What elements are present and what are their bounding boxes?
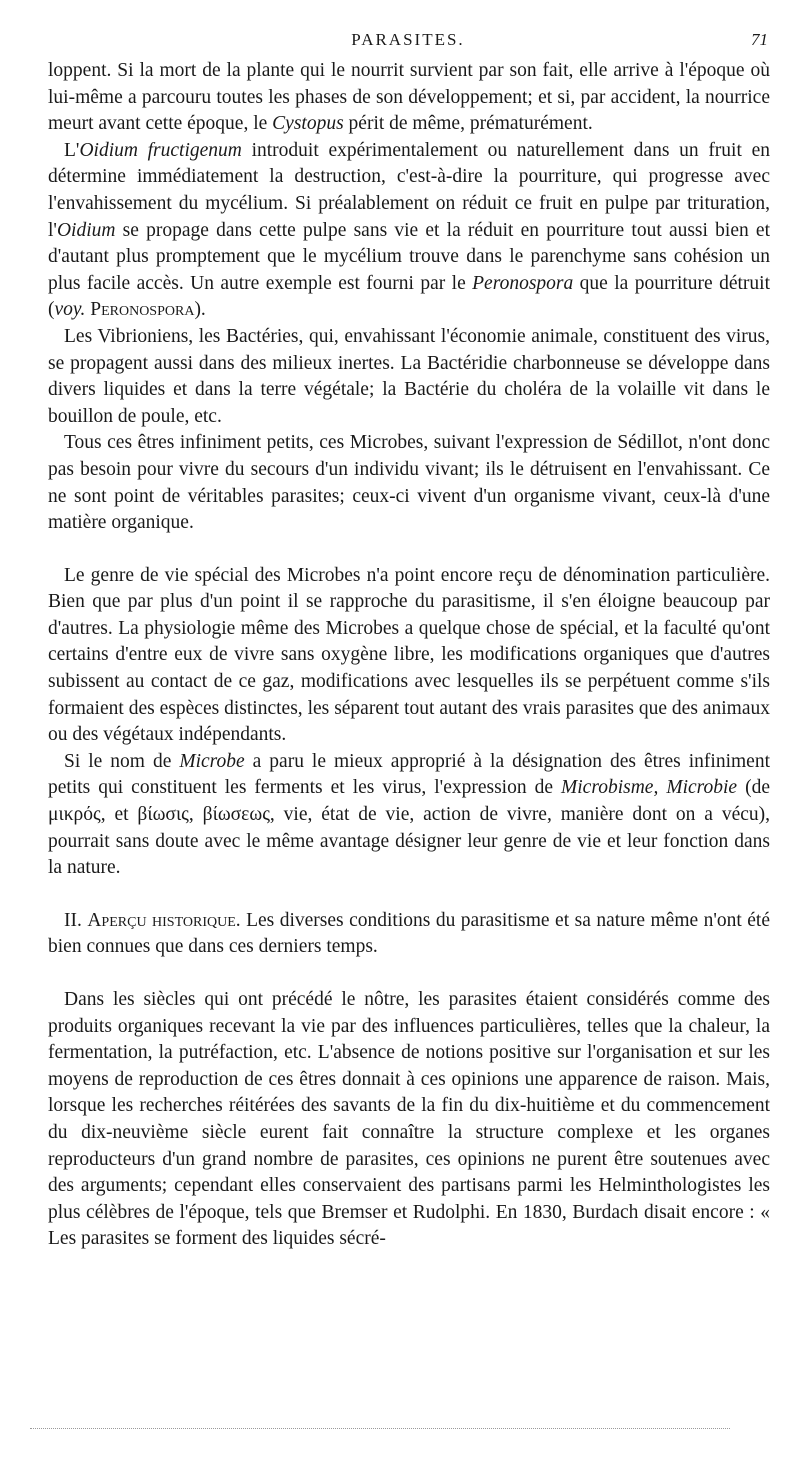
italic-term: Oidium fructigenum (79, 139, 242, 161)
italic-term: voy. (54, 299, 86, 321)
running-title: PARASITES. (351, 30, 465, 49)
text-run: que la pourriture détruit ( (48, 272, 770, 321)
text-run: Les diverses conditions du parasitisme et sa nature même n'ont été bien connues que dans ces derniers temps. (48, 909, 770, 958)
paragraph-siecles: Dans les siècles qui ont précédé le nôtre, les parasites étaient considérés comme des produits organiques recevant la vie par des influences particulières, telles que la chaleur, la fermentation, la putréfaction, etc. L'absence de notions positive sur l'organisation et sur les moyens de reproduction de ces êtres donnait à ces opinions une apparence de raison. Mais, lorsque les recherches réitérées des savants de la fin du dix-huitième et du commencement du dix-neuvième siècle eurent fait connaître la structure complexe et les organes reproducteurs d'un grand nombre de parasites, ces opinions ne purent être soutenues avec des arguments; cependant elles conservaient des partisans parmi les Helminthologistes les plus célèbres de l'époque, tels que Bremser et Rudolphi. En 1830, Burdach disait encore : « Les parasites se forment des liquides sécré- (48, 989, 770, 1250)
italic-term: Cystopus (272, 113, 344, 135)
paragraph-vibrioniens: Les Vibrioniens, les Bactéries, qui, envahissant l'économie animale, constituent des virus, se propagent aussi dans des milieux inertes. La Bactéridie charbonneuse se développe dans divers liquides et dans la terre végétale; la Bactérie du choléra de la volaille vit dans le bouillon de poule, etc. (48, 325, 770, 427)
text-run: se propage dans cette pulpe sans vie et la réduit en pourriture tout aussi bien et d'autant plus promptement que le mycélium trouve dans le parenchyme sans cohésion un plus facile accès. Un autre exemple est fourni par le (48, 219, 770, 294)
body-text (48, 58, 770, 1253)
text-run: L' (64, 139, 80, 161)
paragraph-oidium (48, 138, 770, 324)
paragraph-microbisme (48, 749, 770, 882)
paragraph-genre-de-vie: Le genre de vie spécial des Microbes n'a point encore reçu de dénomination particulière. Bien que par plus d'un point il se rapproche du parasitisme, il s'en éloigne beaucoup par d'autres. La physiologie même des Microbes a quelque chose de spécial, et la faculté qu'ont certains d'entre eux de vivre sans oxygène libre, les modifications organiques que d'autres subissent au contact de ce gaz, modifications avec lesquelles ils se perpétuent comme s'ils formaient des espèces distinctes, les séparent tout autant des vrais parasites que des animaux ou des végétaux indépendants. (48, 564, 770, 746)
italic-term: Oidium (56, 219, 116, 241)
italic-term: Peronospora (472, 272, 574, 294)
text-run: périt de même, prématurément. (343, 113, 593, 135)
cross-reference: Peronospora (85, 299, 195, 321)
paragraph-cystopus (48, 58, 770, 138)
text-run: loppent. Si la mort de la plante qui le nourrit survient par son fait, elle arrive à l'époque où lui-même a parcouru toutes les phases de son développement; et si, par accident, la nourrice meurt avant cette époque, le (48, 60, 770, 135)
text-run: (de μικρός, et βίωσις, βίωσεως, vie, état de vie, action de vivre, manière dont on a vécu), pourrait sans doute avec le même avantage désigner leur genre de vie et leur fonction dans la nature. (48, 777, 770, 879)
section-title: Aperçu historique. (87, 909, 241, 931)
page-bottom-rule (30, 1428, 730, 1429)
text-run: introduit expérimentalement ou naturellement dans un fruit en détermine immédiatement la destruction, c'est-à-dire la pourriture, qui progresse avec l'envahissement du mycélium. Si préalablement on réduit ce fruit en pulpe par trituration, l' (48, 139, 770, 241)
section-number: II. (64, 909, 88, 931)
paragraph-microbes: Tous ces êtres infiniment petits, ces Microbes, suivant l'expression de Sédillot, n'ont donc pas besoin pour vivre du secours d'un individu vivant; ils le détruisent en l'envahissant. Ce ne sont point de véritables parasites; ceux-ci vivent d'un organisme vivant, ceux-là d'une matière organique. (48, 432, 770, 534)
section-heading-apercu-historique (48, 908, 770, 961)
page-header (48, 28, 768, 58)
text-run: ). (194, 299, 206, 321)
text-run: Si le nom de (64, 750, 180, 772)
text-run: a paru le mieux approprié à la désignation des êtres infiniment petits qui constituent les ferments et les virus, l'expression de (48, 750, 770, 799)
page-number: 71 (751, 30, 768, 49)
italic-term: Microbe (179, 750, 245, 772)
italic-term: Microbisme, Microbie (561, 777, 738, 799)
